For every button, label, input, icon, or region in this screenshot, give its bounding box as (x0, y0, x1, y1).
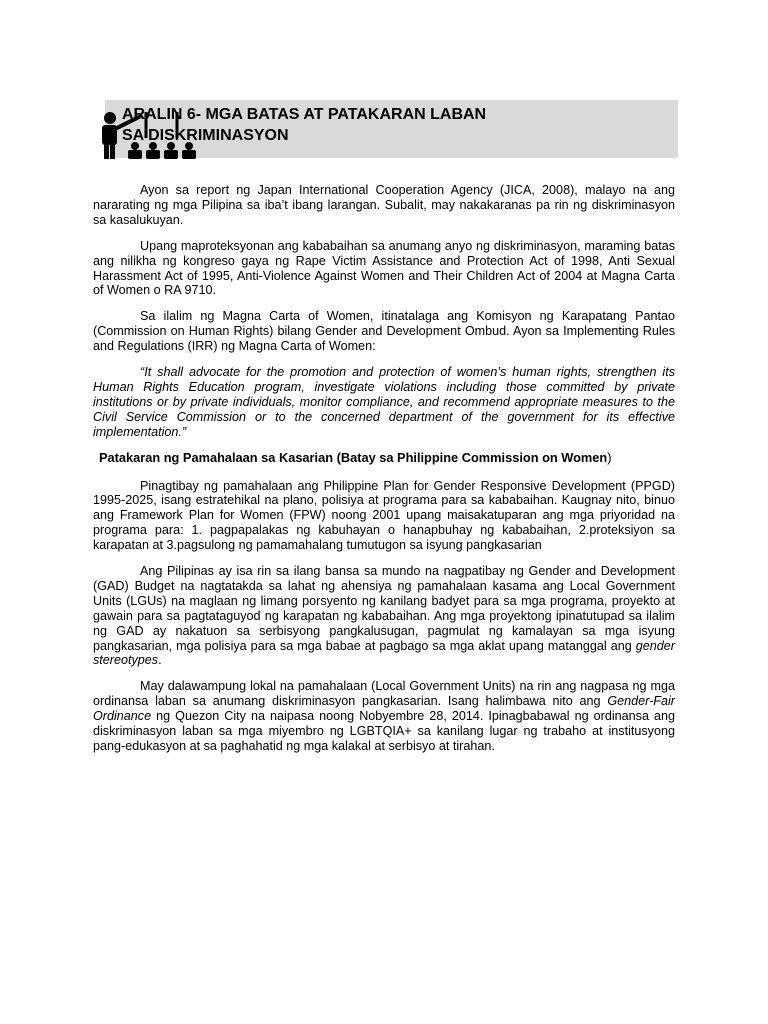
lesson-title-line2: SA DISKRIMINASYON (122, 127, 289, 144)
paragraph-gad-budget (93, 564, 675, 668)
section-heading-close: ) (607, 449, 612, 465)
irr-quote: “It shall advocate for the promotion and protection of women’s human rights, strengthen its Human Rights Education program, investigate violations including those committed by private institutions or by private individuals, monitor compliance, and recommend appropriate measures to the Civil Service Commission or to the concerned department of the government for its effective implementation.” (93, 365, 675, 439)
lesson-title-line1: ARALIN 6- MGA BATAS AT PATAKARAN LABAN (122, 106, 487, 123)
ordinance-text: May dalawampung lokal na pamahalaan (Local Government Units) na rin ang nagpasa ng mga ordinansa laban sa anumang diskriminasyon pangkasarian. Isang halimbawa nito ang (93, 679, 675, 709)
paragraph-ordinance (93, 679, 675, 754)
ordinance-text-end: ng Quezon City na naipasa noong Nobyembre 28, 2014. Ipinagbabawal ng ordinansa ang diskriminasyon laban sa mga miyembro ng LGBTQIA+ sa kanilang lugar ng trabaho at institusyong pang-edukasyon at sa paghahatid ng mga kalakal at serbisyo at tirahan. (93, 709, 675, 753)
gad-text-end: . (158, 653, 162, 668)
section-heading (93, 451, 675, 466)
paragraph-laws: Upang maproteksyonan ang kababaihan sa anumang anyo ng diskriminasyon, maraming batas ang nilikha ng kongreso gaya ng Rape Victim Assistance and Protection Act of 1998, Anti Sexual Harassment Act of 1995, Anti-Violence Against Women and Their Children Act of 2004 at Magna Carta of Women o RA 9710. (93, 238, 675, 298)
section-heading-text: Patakaran ng Pamahalaan sa Kasarian (Batay sa Philippine Commission on Women (99, 449, 608, 465)
gad-text: Ang Pilipinas ay isa rin sa ilang bansa sa mundo na nagpatibay ng Gender and Development (GAD) Budget na nagtatakda sa lahat ng ahensiya ng pamahalaan kasama ang Local Government Units (LGUs) na maglaan ng limang porsyento ng kanilang badyet para sa mga programa, proyekto at gawain para sa pagtataguyod ng karapatan ng kababaihan. Ang mga proyektong ipinatutupad sa ilalim ng GAD ay nakatuon sa serbisyong pangkalusugan, pagmulat ng kamalayan sa mga isyung pangkasarian, mga polisiya para sa mga babae at pagbago sa mga aklat upang matanggal ang (93, 564, 675, 653)
document-body (93, 183, 675, 765)
ordinance-emphasis: Gender-Fair Ordinance (93, 694, 675, 724)
gad-emphasis: gender stereotypes (93, 638, 675, 668)
lesson-title (122, 104, 642, 146)
paragraph-jica: Ayon sa report ng Japan International Cooperation Agency (JICA, 2008), malayo na ang nararating ng mga Pilipina sa iba’t ibang larangan. Subalit, may nakakaranas pa rin ng diskriminasyon sa kasalukuyan. (93, 183, 675, 227)
paragraph-magna-carta: Sa ilalim ng Magna Carta of Women, itinatalaga ang Komisyon ng Karapatang Pantao (Commission on Human Rights) bilang Gender and Development Ombud. Ayon sa Implementing Rules and Regulations (IRR) ng Magna Carta of Women: (93, 309, 675, 354)
paragraph-ppgd: Pinagtibay ng pamahalaan ang Philippine Plan for Gender Responsive Development (PPGD) 1995-2025, isang estratehikal na plano, polisiya at programa para sa kababaihan. Kaugnay nito, binuo ang Framework Plan for Women (FPW) noong 2001 upang maisakatuparan ang mga priyoridad na programa para: 1. pagpapalakas ng kabuhayan o hanapbuhay ng kababaihan, 2.proteksiyon sa karapatan at 3.pagsulong ng pamamahalang tumutugon sa isyung pangkasarian (93, 478, 675, 553)
